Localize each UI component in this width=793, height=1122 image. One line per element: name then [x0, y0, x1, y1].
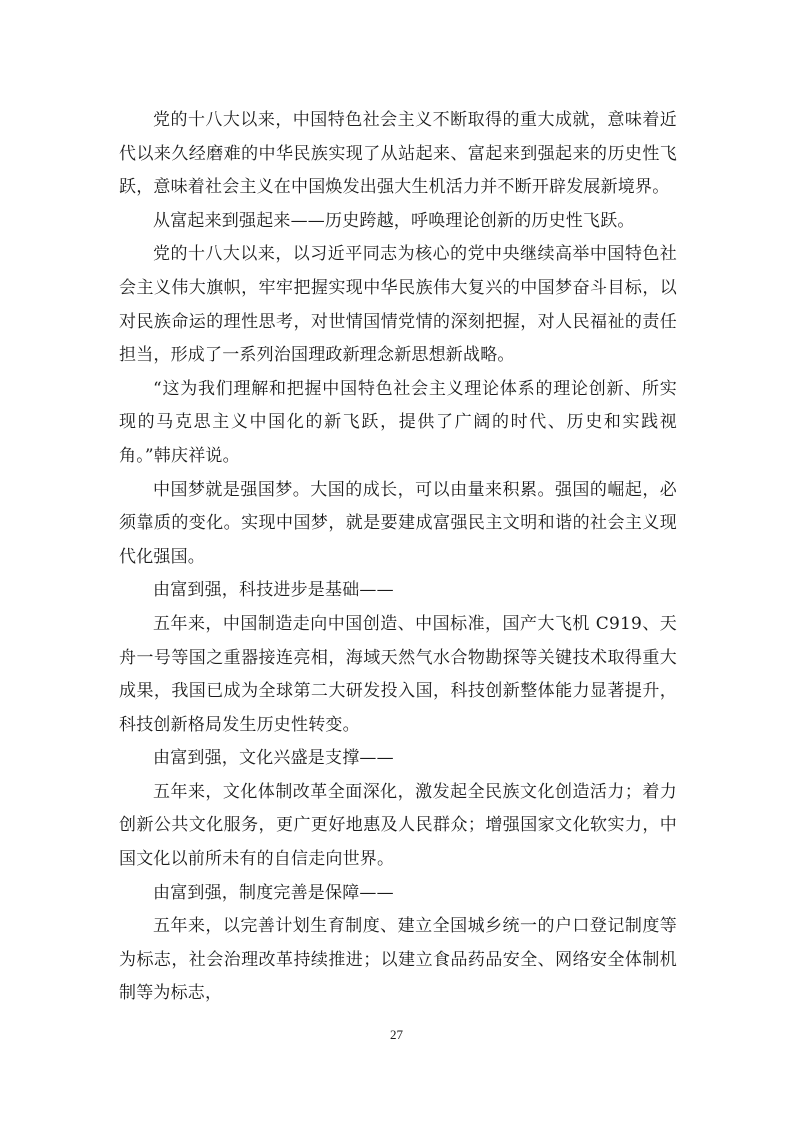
paragraph-2: 从富起来到强起来——历史跨越，呼唤理论创新的历史性飞跃。 — [153, 210, 635, 231]
paragraph-5: 中国梦就是强国梦。大国的成长，可以由量来积累。强国的崛起，必须靠质的变化。实现中国梦，就是要建成富强民主文明和谐的社会主义现代化强国。 — [119, 479, 677, 567]
paragraph-3: 党的十八大以来，以习近平同志为核心的党中央继续高举中国特色社会主义伟大旗帜，牢牢把握实现中华民族伟大复兴的中国梦奋斗目标，以对民族命运的理性思考，对世情国情党情的深刻把握，对人民福祉的责任担当，形成了一系列治国理政新理念新思想新战略。 — [119, 244, 677, 366]
paragraph-7: 五年来，中国制造走向中国创造、中国标准，国产大飞机 C919、天舟一号等国之重器接连亮相，海域天然气水合物勘探等关键技术取得重大成果，我国已成为全球第二大研发投入国，科技创新整体能力显著提升，科技创新格局发生历史性转变。 — [119, 613, 677, 735]
page-number: 27 — [390, 1027, 403, 1042]
paragraph-1: 党的十八大以来，中国特色社会主义不断取得的重大成就，意味着近代以来久经磨难的中华民族实现了从站起来、富起来到强起来的历史性飞跃，意味着社会主义在中国焕发出强大生机活力并不断开辟发展新境界。 — [119, 110, 677, 198]
body-text — [119, 104, 677, 1011]
paragraph-10-subheading: 由富到强，制度完善是保障—— — [153, 882, 394, 903]
paragraph-8-subheading: 由富到强，文化兴盛是支撑—— — [153, 748, 394, 769]
paragraph-4-quote: “这为我们理解和把握中国特色社会主义理论体系的理论创新、所实现的马克思主义中国化的新飞跃，提供了广阔的时代、历史和实践视角。”韩庆祥说。 — [119, 378, 677, 466]
paragraph-9: 五年来，文化体制改革全面深化，激发起全民族文化创造活力；着力创新公共文化服务，更广更好地惠及人民群众；增强国家文化软实力，中国文化以前所未有的自信走向世界。 — [119, 781, 677, 870]
paragraph-6-subheading: 由富到强，科技进步是基础—— — [153, 580, 394, 601]
paragraph-11: 五年来，以完善计划生育制度、建立全国城乡统一的户口登记制度等为标志，社会治理改革持续推进；以建立食品药品安全、网络安全体制机制等为标志， — [119, 916, 677, 1004]
